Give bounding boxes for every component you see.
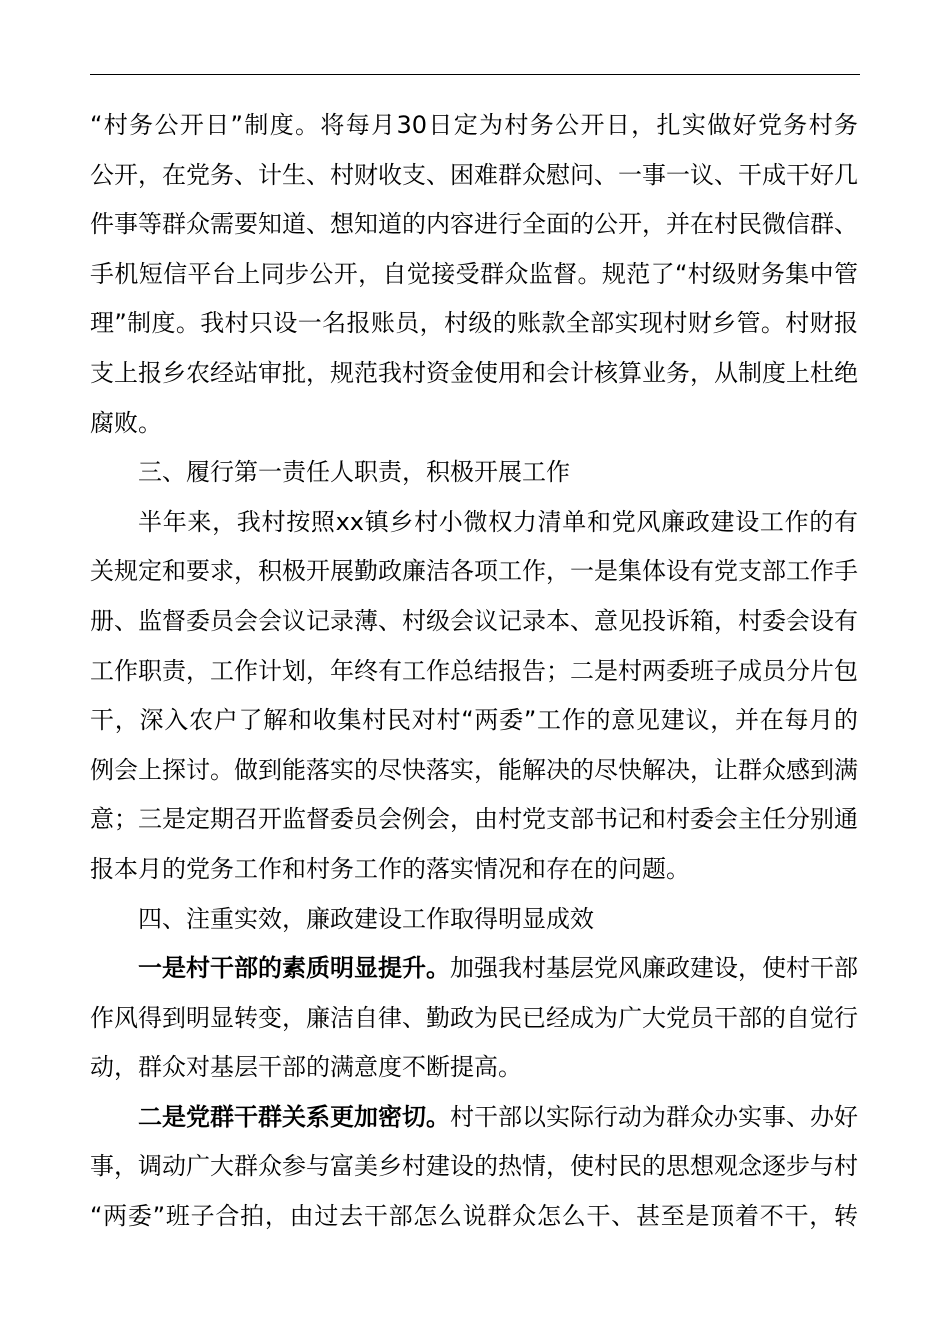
line-text: 件事等群众需要知道、想知道的内容进行全面的公开，并在村民微信群、 <box>90 210 858 239</box>
text-line <box>90 944 858 994</box>
text-line <box>90 647 858 697</box>
line-text: 例会上探讨。做到能落实的尽快落实，能解决的尽快解决，让群众感到满 <box>90 755 858 784</box>
text-line <box>90 151 858 201</box>
text-line <box>90 696 858 746</box>
line-text: 工作职责，工作计划，年终有工作总结报告；二是村两委班子成员分片包 <box>90 656 858 685</box>
line-text: “两委”班子合拍，由过去干部怎么说群众怎么干、甚至是顶着不干，转 <box>90 1202 858 1231</box>
text-line <box>90 498 858 548</box>
line-text: 村干部以实际行动为群众办实事、办好 <box>450 1102 858 1131</box>
line-text: 册、监督委员会会议记录薄、村级会议记录本、意见投诉箱，村委会设有 <box>90 606 858 635</box>
line-text: 干，深入农户了解和收集村民对村“两委”工作的意见建议，并在每月的 <box>90 706 858 735</box>
text-line <box>90 795 858 845</box>
line-text: 三、履行第一责任人职责，积极开展工作 <box>138 458 570 487</box>
text-line <box>90 845 858 895</box>
text-line <box>90 1093 858 1143</box>
line-text: 意；三是定期召开监督委员会例会，由村党支部书记和村委会主任分别通 <box>90 805 858 834</box>
text-line <box>90 299 858 349</box>
line-text: 手机短信平台上同步公开，自觉接受群众监督。规范了“村级财务集中管 <box>90 259 858 288</box>
text-line <box>90 448 858 498</box>
text-line <box>90 1043 858 1093</box>
text-line <box>90 746 858 796</box>
bold-lead-phrase: 一是村干部的素质明显提升。 <box>138 954 450 983</box>
text-line <box>90 597 858 647</box>
line-text: 支上报乡农经站审批，规范我村资金使用和会计核算业务，从制度上杜绝 <box>90 358 858 387</box>
line-text: “村务公开日”制度。将每月30日定为村务公开日，扎实做好党务村务 <box>90 111 858 139</box>
header-rule <box>90 74 860 75</box>
line-text: 事，调动广大群众参与富美乡村建设的热情，使村民的思想观念逐步与村 <box>90 1152 858 1181</box>
line-text: 加强我村基层党风廉政建设，使村干部 <box>450 954 858 983</box>
document-body <box>90 101 858 1242</box>
text-line <box>90 994 858 1044</box>
text-line <box>90 1142 858 1192</box>
text-line <box>90 101 858 151</box>
line-text: 动，群众对基层干部的满意度不断提高。 <box>90 1053 522 1082</box>
text-line <box>90 349 858 399</box>
line-text: 作风得到明显转变，廉洁自律、勤政为民已经成为广大党员干部的自觉行 <box>90 1003 858 1032</box>
line-text: 四、注重实效，廉政建设工作取得明显成效 <box>138 904 594 933</box>
text-line <box>90 200 858 250</box>
bold-lead-phrase: 二是党群干群关系更加密切。 <box>138 1102 450 1131</box>
line-text: 腐败。 <box>90 408 162 437</box>
line-text: 理”制度。我村只设一名报账员，村级的账款全部实现村财乡管。村财报 <box>90 309 858 338</box>
line-text: 报本月的党务工作和村务工作的落实情况和存在的问题。 <box>90 854 690 883</box>
text-line <box>90 399 858 449</box>
text-line <box>90 1192 858 1242</box>
line-text: 半年来，我村按照xx镇乡村小微权力清单和党风廉政建设工作的有 <box>138 507 858 536</box>
line-text: 公开，在党务、计生、村财收支、困难群众慰问、一事一议、干成干好几 <box>90 160 858 189</box>
text-line <box>90 250 858 300</box>
text-line <box>90 547 858 597</box>
line-text: 关规定和要求，积极开展勤政廉洁各项工作，一是集体设有党支部工作手 <box>90 557 858 586</box>
text-line <box>90 895 858 945</box>
